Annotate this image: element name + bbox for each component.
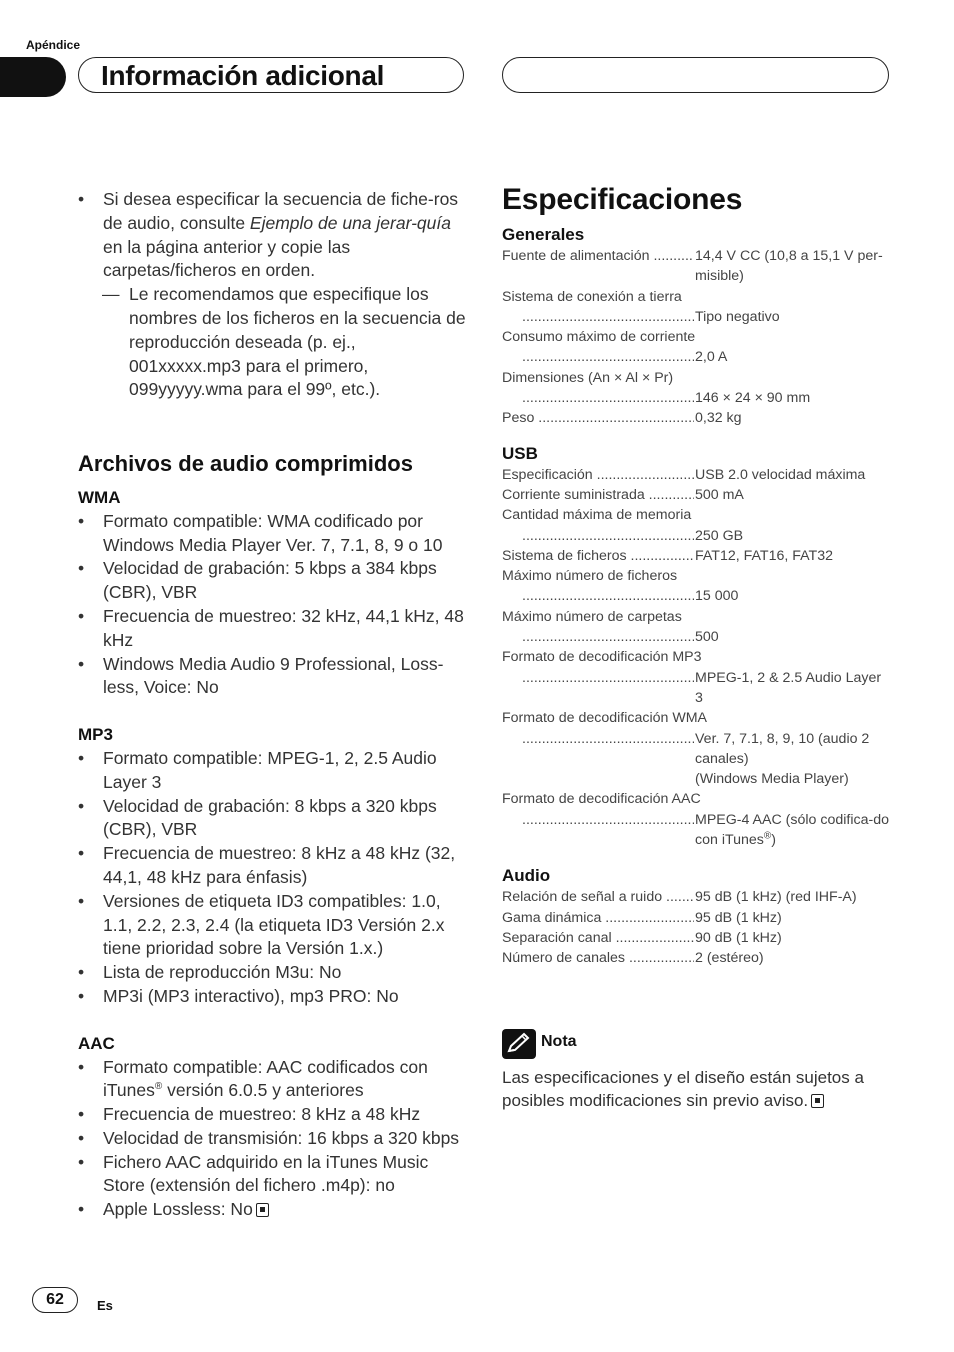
leader-dots xyxy=(522,526,694,546)
spec-row xyxy=(502,408,889,428)
spec-value: (Windows Media Player) xyxy=(695,771,849,788)
spec-value: MPEG-1, 2 & 2.5 Audio Layer 3 xyxy=(695,669,882,706)
section-tab xyxy=(0,57,66,97)
intro-link-italic: Ejemplo de una jerar-quía xyxy=(249,212,451,233)
spec-value: 14,4 V CC (10,8 a 15,1 V per-misible) xyxy=(695,248,883,285)
list-item xyxy=(78,1198,466,1222)
spec-value: 0,32 kg xyxy=(695,410,742,427)
aac-format-text-end: versión 6.0.5 y anteriores xyxy=(162,1080,364,1101)
spec-value: 90 dB (1 kHz) xyxy=(695,929,782,946)
section-label: Apéndice xyxy=(26,38,81,52)
spec-label: Sistema de ficheros ..... xyxy=(502,546,694,566)
spec-row xyxy=(502,810,889,851)
spec-label: Especificación ..... xyxy=(502,465,694,485)
spec-label: Número de canales ..... xyxy=(502,948,694,968)
page-number: 62 xyxy=(32,1287,78,1313)
spec-row xyxy=(502,307,889,327)
note-text: Le recomendamos que especifique los nombres de los ficheros en la secuencia de reproducción deseada (p. ej., 001xxxxx.mp3 para el primero, 099yyyyy.wma para el 99º, etc.). xyxy=(129,284,466,400)
spec-value: 95 dB (1 kHz) xyxy=(695,909,782,926)
mp3-heading: MP3 xyxy=(78,725,113,745)
spec-row xyxy=(502,347,889,367)
list-item: • Velocidad de transmisión: 16 kbps a 320 kbps xyxy=(78,1127,466,1151)
left-column xyxy=(78,188,466,1222)
aac-decoding-text: MPEG-4 AAC (sólo codifica-do con iTunes xyxy=(695,811,889,849)
note-body: Las especificaciones y el diseño están sujetos a posibles modificaciones sin previo aviso. xyxy=(502,1068,864,1110)
general-heading: Generales xyxy=(502,225,585,244)
note-pencil-icon xyxy=(502,1029,536,1059)
list-item: • Frecuencia de muestreo: 8 kHz a 48 kHz xyxy=(78,1103,466,1127)
spec-row xyxy=(502,388,889,408)
aac-heading: AAC xyxy=(78,1033,115,1053)
spec-label-line: Formato de decodificación WMA xyxy=(502,710,708,727)
spec-label: Gama dinámica ..... xyxy=(502,908,694,928)
spec-value: Tipo negativo xyxy=(695,308,780,325)
spec-label: Fuente de alimentación ..... xyxy=(502,246,694,266)
registered-mark: ® xyxy=(154,1081,163,1093)
list-item: • MP3i (MP3 interactivo), mp3 PRO: No xyxy=(78,985,466,1009)
list-item xyxy=(78,1056,466,1104)
header-empty-frame xyxy=(502,57,889,93)
spec-label: Corriente suministrada ..... xyxy=(502,485,694,505)
language-code: Es xyxy=(97,1298,113,1313)
intro-note xyxy=(103,283,466,402)
spec-row xyxy=(502,928,889,948)
spec-value: 2 (estéreo) xyxy=(695,950,764,967)
list-item: • Velocidad de grabación: 8 kbps a 320 kbps (CBR), VBR xyxy=(78,795,466,843)
spec-label-line: Cantidad máxima de memoria xyxy=(502,507,692,524)
spec-row xyxy=(502,586,889,606)
list-item: • Versiones de etiqueta ID3 compatibles: 1.0, 1.1, 2.2, 2.3, 2.4 (la etiqueta ID3 Versión 2.x tiene prioridad sobre la Versión 1.x.) xyxy=(78,890,466,961)
spec-row xyxy=(502,526,889,546)
spec-value: 95 dB (1 kHz) (red IHF-A) xyxy=(695,889,857,906)
spec-row xyxy=(502,485,889,505)
spec-value: 15 000 xyxy=(695,588,739,605)
spec-value: 2,0 A xyxy=(695,349,728,366)
spec-label: Peso ..... xyxy=(502,408,694,428)
list-item: • Formato compatible: MPEG-1, 2, 2.5 Audio Layer 3 xyxy=(78,747,466,795)
list-item: • Velocidad de grabación: 5 kbps a 384 kbps (CBR), VBR xyxy=(78,557,466,605)
list-item: • Frecuencia de muestreo: 8 kHz a 48 kHz (32, 44,1, 48 kHz para énfasis) xyxy=(78,842,466,890)
spec-row xyxy=(502,546,889,566)
spec-label-line: Dimensiones (An × Al × Pr) xyxy=(502,369,674,386)
spec-row xyxy=(502,465,889,485)
aac-format-text: Formato compatible: AAC codificados con iTunes xyxy=(103,1056,428,1101)
spec-row xyxy=(502,908,889,928)
list-item: • Lista de reproducción M3u: No xyxy=(78,961,466,985)
spec-label-line: Máximo número de carpetas xyxy=(502,608,682,625)
intro-text: Si desea especificar la secuencia de fiche-ros de audio, consulte xyxy=(103,189,459,233)
leader-dots xyxy=(522,388,694,408)
spec-row xyxy=(502,668,889,709)
spec-row xyxy=(502,887,889,907)
leader-dots xyxy=(522,729,694,749)
spec-row xyxy=(502,627,889,647)
leader-dots xyxy=(522,810,694,830)
wma-heading: WMA xyxy=(78,487,121,507)
spec-value: FAT12, FAT16, FAT32 xyxy=(695,547,833,564)
note-label: Nota xyxy=(541,1033,577,1050)
leader-dots xyxy=(522,627,694,647)
intro-text-end: en la página anterior y copie las carpetas/ficheros en orden. xyxy=(103,236,351,281)
leader-dots xyxy=(522,586,694,606)
list-item: • Formato compatible: WMA codificado por Windows Media Player Ver. 7, 7.1, 8, 9 o 10 xyxy=(78,510,466,558)
closing-paren: ) xyxy=(771,832,776,849)
spec-label: Relación de señal a ruido ..... xyxy=(502,887,694,907)
compressed-audio-heading: Archivos de audio comprimidos xyxy=(78,451,413,477)
spec-label-line: Consumo máximo de corriente xyxy=(502,329,696,346)
spec-value: 500 xyxy=(695,629,719,646)
list-item: • Windows Media Audio 9 Professional, Loss-less, Voice: No xyxy=(78,653,466,701)
spec-value: 500 mA xyxy=(695,486,744,503)
spec-row xyxy=(502,948,889,968)
spec-value: 146 × 24 × 90 mm xyxy=(695,390,811,407)
usb-heading: USB xyxy=(502,443,538,463)
specifications-title: Especificaciones xyxy=(502,183,743,216)
leader-dots xyxy=(522,668,694,688)
leader-dots xyxy=(522,307,694,327)
end-mark-icon xyxy=(256,1203,269,1217)
registered-mark: ® xyxy=(763,830,772,842)
note-dash: — xyxy=(102,284,120,305)
spec-row xyxy=(502,729,889,790)
right-column xyxy=(502,183,892,969)
note-text xyxy=(502,1066,892,1112)
spec-value xyxy=(695,810,889,851)
spec-label-line: Sistema de conexión a tierra xyxy=(502,288,682,305)
spec-label-line: Formato de decodificación AAC xyxy=(502,791,701,808)
spec-value: 250 GB xyxy=(695,527,744,544)
audio-heading: Audio xyxy=(502,866,551,886)
spec-label-line: Formato de decodificación MP3 xyxy=(502,649,702,666)
spec-label-line: Máximo número de ficheros xyxy=(502,568,678,585)
end-mark-icon xyxy=(811,1094,824,1108)
page-title: Información adicional xyxy=(101,60,385,91)
intro-bullet xyxy=(78,188,466,283)
spec-label: Separación canal ..... xyxy=(502,928,694,948)
spec-row xyxy=(502,246,889,287)
spec-value: USB 2.0 velocidad máxima xyxy=(695,466,866,483)
list-item: • Frecuencia de muestreo: 32 kHz, 44,1 kHz, 48 kHz xyxy=(78,605,466,653)
leader-dots xyxy=(522,347,694,367)
list-item: • Fichero AAC adquirido en la iTunes Music Store (extensión del fichero .m4p): no xyxy=(78,1151,466,1199)
apple-lossless-text: Apple Lossless: No xyxy=(103,1199,253,1220)
spec-value: Ver. 7, 7.1, 8, 9, 10 (audio 2 canales) xyxy=(695,730,870,767)
